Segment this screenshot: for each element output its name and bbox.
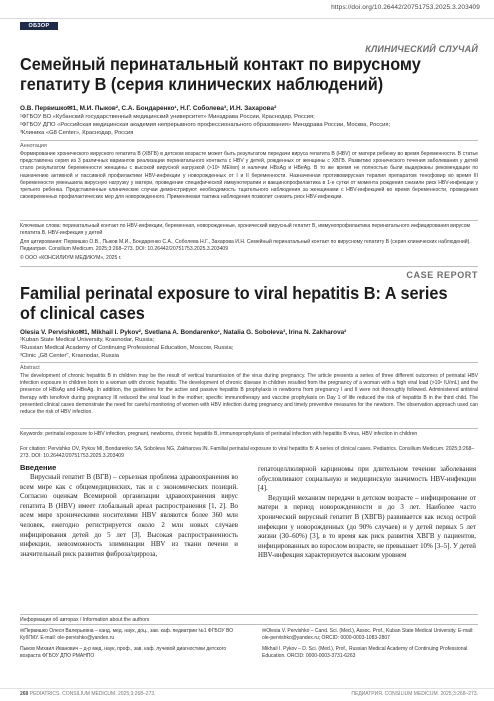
copyright: © ООО «КОНСИЛИУМ МЕДИКУМ», 2025 г. (20, 255, 122, 261)
keywords-en: Keywords: perinatal exposure to HBV infection, pregnant, newborns, chronic hepatitis B, immunoprophylaxis of perinatal infection with hepatitis B virus, HBV infection in children (20, 431, 418, 437)
keywords-ru: Ключевые слова: перинатальный контакт по HBV-инфекции, беременная, новорожденные, хронический вирусный гепатит В, иммунопрофилактика перинатального инфицирования вирусом гепатита В, HBV-инфекция у детей (20, 223, 471, 237)
divider (20, 266, 478, 267)
author-info-en (262, 628, 477, 660)
divider (20, 428, 478, 429)
divider (20, 220, 478, 221)
footnote-divider (20, 614, 478, 615)
footnote-divider (20, 624, 478, 625)
divider (20, 140, 478, 141)
journal-name-ru: ПЕДИАТРИЯ. CONSILIUM MEDICUM. 2025;3:268–273. (351, 691, 478, 697)
affiliation-ru-1: ¹ФГБОУ ВО «Кубанский государственный медицинский университет» Минздрава России, Краснодар, Россия; (20, 114, 315, 120)
page-number: 268 (20, 691, 29, 697)
authors-en: Olesia V. Pervishko✉1, Mikhail I. Pykov², Svetlana A. Bondarenko¹, Natalia G. Soboleva³, Irina N. Zakharova² (20, 329, 347, 336)
body-paragraph: Ведущий механизм передачи в детском возрасте – инфицирование от матери в период новорожденности и до 3 лет. Наиболее часто хронический вирусный гепатит В (ХВГВ) развивается как исход острой инфекции у новорожденных (до 90% случаев) и у детей первых 5 лет жизни (30–60%) [3], в то время как риск развития ХВГВ у пациентов, инфицированных во взрослом возрасте, не превышает 10% [3–5]. У детей HBV-инфекция характеризуется высоким уровнем (258, 494, 476, 560)
article-title-en: Familial perinatal exposure to viral hepatitis B: A series of clinical cases (20, 283, 448, 323)
author-info-ru-1: ✉Первишко Олеся Валерьевна – канд. мед. наук, доц., зав. каф. педиатрии №1 ФГБОУ ВО КубГМУ. E-mail: ole-pervishko@yandex.ru (20, 628, 234, 641)
citation-en: For citation: Pervishko OV, Pykov MI, Bondarenko SA, Soboleva NG, Zakharova IN. Familial perinatal exposure to viral hepatitis B: A series of clinical cases. Pediatrics. Consilium Medicum. 2025;3:268–273. DOI: 10.26442/20751753.2025.3.203409 (20, 446, 475, 460)
body-column-right (258, 465, 476, 561)
abstract-en: The development of chronic hepatitis B in children may be the result of vertical transmission of the virus during pregnancy. The article presents a series of three different outcomes of perinatal HBV infection exposure in children born to a woman with chronic hepatitis. The development of chronic disease in children resulted from the pregnancy of a woman with a high viral load (>10⁶ IU/mL) and the presence of HBsAg and HBeAg. In addition, the guidelines for the active and passive hepatitis B prophylaxis in newborns from pregnancy I and II were not thoroughly followed. Administered antiviral therapy with tenofovir during pregnancy III reduced the viral load in the mother; specific immunotherapy and vaccine prophylaxis on Day 1 of life reduced the risk of hepatitis B in the third child. The presented clinical cases demonstrate the need for careful monitoring of women with HBV infection during pregnancy and timely preventive measures for the newborn. The observation approach used can reduce the risk of HBV infection. (20, 373, 478, 416)
authors-ru: О.В. Первишко✉1, М.И. Пыков², С.А. Бондаренко¹, Н.Г. Соболева³, И.Н. Захарова² (20, 105, 277, 112)
body-paragraph: Вирусный гепатит В (ВГВ) – серьезная проблема здравоохранения во всем мире как с общемедицинских, так и с экономических позиций. Согласно оценкам Всемирной организации здравоохранения вирус гепатита В (HBV) имеет глобальный ареал распространения [1, 2]. Во всем мире хроническими носителями HBV являются более 360 млн человек, ежегодно регистрируется около 2 млн новых случаев инфицирования детей до 5 лет [3]. Высокая распространенность инфекции, невозможность элиминации HBV из ткани печени и значительный риск развития фиброза/цирроза, (20, 474, 238, 558)
introduction-heading: Введение (20, 463, 57, 472)
divider (20, 362, 478, 363)
page-footer-left (20, 691, 156, 697)
affiliation-en-2: ²Russian Medical Academy of Continuing Professional Education, Moscow, Russia; (20, 345, 234, 351)
citation-ru: Для цитирования: Первишко О.В., Пыков М.И., Бондаренко С.А., Соболева Н.Г., Захарова И.Н. Семейный перинатальный контакт по вирусному гепатиту В (серия клинических наблюдений). Педиатрия. Consilium Medicum. 2025;3:268–273. DOI: 10.26442/20751753.2025.3.203409 (20, 239, 471, 253)
affiliation-en-1: ¹Kuban State Medical University, Krasnodar, Russia; (20, 337, 155, 343)
journal-name-en: PEDIATRICS. CONSILIUM MEDICUM. 2025;3:268–273. (29, 691, 156, 697)
author-info-heading: Информация об авторах / Information about the authors (20, 617, 150, 623)
body-paragraph: гепатоцеллюлярной карциномы при длительном течении заболевания обусловливают социальную и медицинскую значимость HBV-инфекции [4]. (258, 466, 476, 493)
abstract-heading-ru: Аннотация (20, 143, 47, 149)
affiliations-en (20, 336, 233, 360)
author-info-en-2: Mikhail I. Pykov – D. Sci. (Med.), Prof., Russian Medical Academy of Continuing Professional Education. ORCID: 0000-0003-3731-6263 (262, 645, 468, 659)
page-footer (0, 688, 494, 701)
top-bar (0, 0, 494, 19)
author-info-ru-2: Пыков Михаил Иванович – д-р мед. наук, проф., зав. каф. лучевой диагностики детского возраста ФГБОУ ДПО РМАНПО (20, 645, 227, 659)
affiliation-ru-3: ³Клиника «G8 Center», Краснодар, Россия (20, 130, 134, 136)
doi-link[interactable]: https://doi.org/10.26442/20751753.2025.3.203409 (331, 4, 480, 11)
author-info-en-1: ✉Olesia V. Pervishko – Cand. Sci. (Med.), Assoc. Prof., Kuban State Medical University. E-mail: ole-pervishko@yandex.ru; ORCID: 0000-0003-1083-2807 (262, 628, 474, 641)
section-label-en: CASE REPORT (406, 270, 478, 280)
abstract-ru: Формирование хронического вирусного гепатита В (ХВГВ) в детском возрасте может быть результатом передачи вируса гепатита В (HBV) от матери ребенку во время беременности. В статье представлена серия из 3 различных вариантов реализации перинатального контакта с HBV у детей, рожденных от женщины с ХВГВ. Развитию хронического течения заболевания у детей стало результатом беременности женщины с высокой вирусной нагрузкой (>10⁶ МЕ/мл) и наличии HBsAg и HBeAg. В то же время не полностью были выдержаны рекомендации по назначению активной и пассивной профилактики HBV-инфекции у новорожденных от I и II беременности. Назначенная противовирусная терапия препаратом тенофовир во время III беременности уменьшила вирусную нагрузку у матери, проведение специфической иммунотерапии и вакцинопрофилактика в 1-е сутки от момента рождения снизили риск HBV-инфекции у третьего ребенка. Представленные клинические случаи демонстрируют необходимость тщательного наблюдения за женщинами с HBV-инфекцией во время беременности, проведения своевременных профилактических мер для новорожденного. Применяемая тактика наблюдения позволит снизить риск HBV-инфекции. (20, 151, 478, 201)
affiliation-ru-2: ²ФГБОУ ДПО «Российская медицинская академия непрерывного профессионального образования» Минздрава России, Москва, Россия; (20, 122, 391, 128)
body-column-left (20, 473, 238, 559)
author-info-ru (20, 628, 235, 660)
journal-logo: ОБЗОР (20, 22, 58, 30)
abstract-heading-en: Abstract (20, 365, 40, 371)
affiliation-en-3: ³Clinic „G8 Center", Krasnodar, Russia (20, 353, 120, 359)
article-title-ru: Семейный перинатальный контакт по вирусному гепатиту В (серия клинических наблюдений) (20, 54, 421, 94)
section-label-ru: КЛИНИЧЕСКИЙ СЛУЧАЙ (365, 44, 478, 54)
affiliations-ru (20, 113, 390, 137)
